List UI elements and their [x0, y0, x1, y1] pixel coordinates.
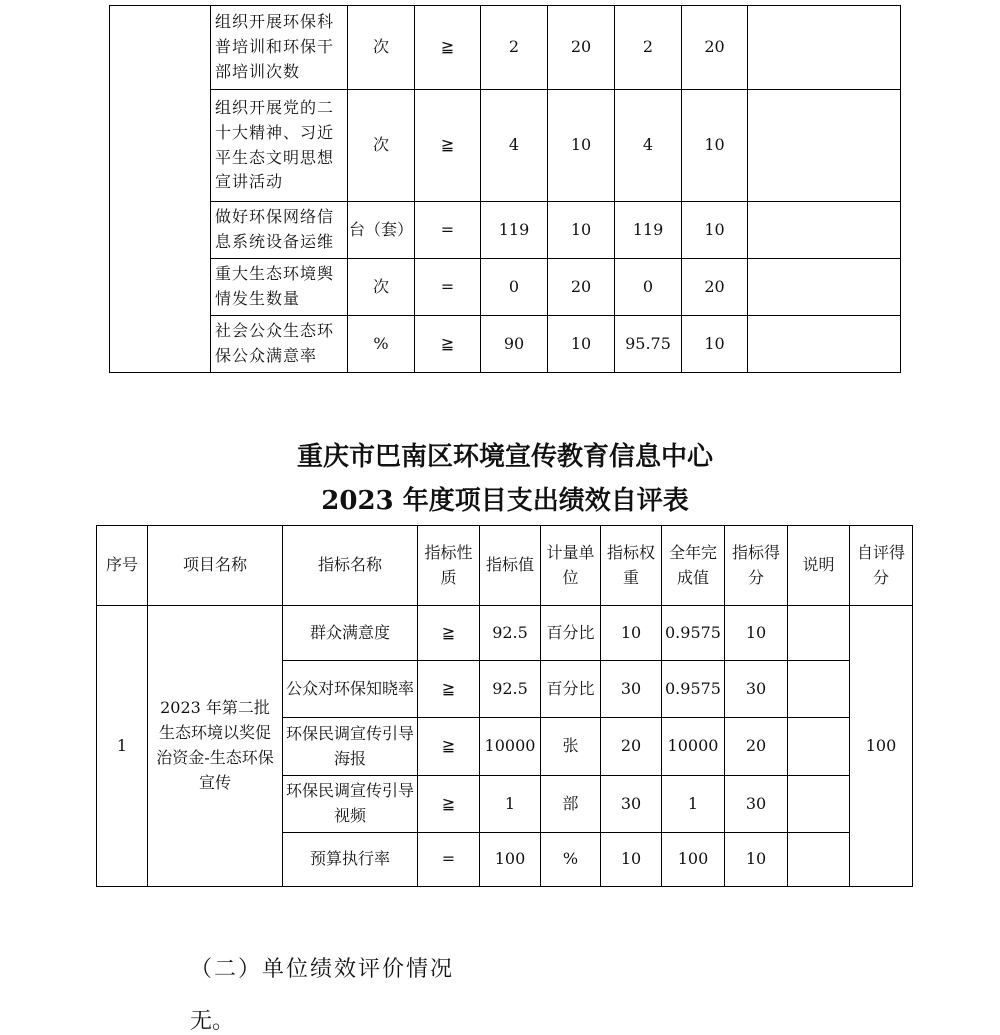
actual-cell: 4	[615, 90, 682, 202]
value-cell: 92.5	[480, 606, 541, 661]
nature-cell: =	[418, 833, 480, 887]
target-cell: 119	[481, 202, 548, 259]
weight-cell: 10	[601, 833, 662, 887]
header-unit: 计量单位	[541, 526, 601, 606]
note-cell	[788, 718, 850, 776]
document-title: 重庆市巴南区环境宣传教育信息中心	[296, 442, 713, 472]
header-row	[97, 526, 913, 606]
target-cell: 90	[481, 316, 548, 373]
unit-cell: 张	[541, 718, 601, 776]
table-row	[110, 6, 901, 90]
nature-cell: ≧	[418, 606, 480, 661]
project-name-cell: 2023 年第二批生态环境以奖促治资金-生态环保宣传	[148, 606, 283, 887]
actual-cell: 119	[615, 202, 682, 259]
indicator-name: 环保民调宣传引导视频	[283, 776, 418, 833]
indicator-name: 环保民调宣传引导海报	[283, 718, 418, 776]
score-cell: 20	[725, 718, 788, 776]
section-heading: （二）单位绩效评价情况	[190, 957, 455, 982]
indicator-name: 预算执行率	[283, 833, 418, 887]
actual-cell: 1	[662, 776, 725, 833]
actual-cell: 100	[662, 833, 725, 887]
table-row	[110, 90, 901, 202]
table-row	[110, 202, 901, 259]
header-note: 说明	[788, 526, 850, 606]
note-cell	[748, 6, 901, 90]
unit-cell: 部	[541, 776, 601, 833]
weight-cell: 20	[548, 6, 615, 90]
actual-cell: 10000	[662, 718, 725, 776]
header-score: 指标得分	[725, 526, 788, 606]
nature-cell: ≧	[418, 661, 480, 718]
unit-cell: %	[348, 316, 415, 373]
operator-cell: =	[415, 259, 481, 316]
performance-table	[96, 525, 913, 887]
table-row	[110, 259, 901, 316]
indicator-name: 社会公众生态环保公众满意率	[211, 316, 348, 373]
header-self-score: 自评得分	[850, 526, 913, 606]
score-cell: 10	[725, 833, 788, 887]
target-cell: 2	[481, 6, 548, 90]
unit-cell: 次	[348, 259, 415, 316]
weight-cell: 20	[548, 259, 615, 316]
value-cell: 1	[480, 776, 541, 833]
self-score-cell: 100	[850, 606, 913, 887]
value-cell: 10000	[480, 718, 541, 776]
indicator-name: 组织开展党的二十大精神、习近平生态文明思想宣讲活动	[211, 90, 348, 202]
note-cell	[748, 316, 901, 373]
note-cell	[788, 661, 850, 718]
weight-cell: 20	[601, 718, 662, 776]
header-value: 指标值	[480, 526, 541, 606]
score-cell: 20	[682, 259, 748, 316]
header-actual: 全年完成值	[662, 526, 725, 606]
score-cell: 10	[725, 606, 788, 661]
operator-cell: =	[415, 202, 481, 259]
table-row	[110, 316, 901, 373]
note-cell	[788, 833, 850, 887]
table-row	[97, 606, 913, 661]
actual-cell: 2	[615, 6, 682, 90]
operator-cell: ≧	[415, 90, 481, 202]
note-cell	[748, 259, 901, 316]
value-cell: 100	[480, 833, 541, 887]
score-cell: 30	[725, 661, 788, 718]
nature-cell: ≧	[418, 718, 480, 776]
indicator-name: 做好环保网络信息系统设备运维	[211, 202, 348, 259]
actual-cell: 0.9575	[662, 661, 725, 718]
indicator-name: 重大生态环境舆情发生数量	[211, 259, 348, 316]
empty-cell	[110, 6, 211, 373]
header-indicator: 指标名称	[283, 526, 418, 606]
header-nature: 指标性质	[418, 526, 480, 606]
actual-cell: 0	[615, 259, 682, 316]
header-project: 项目名称	[148, 526, 283, 606]
unit-cell: 百分比	[541, 661, 601, 718]
unit-cell: 台（套）	[348, 202, 415, 259]
actual-cell: 95.75	[615, 316, 682, 373]
unit-cell: 次	[348, 6, 415, 90]
target-cell: 0	[481, 259, 548, 316]
score-cell: 10	[682, 90, 748, 202]
indicator-name: 公众对环保知晓率	[283, 661, 418, 718]
score-cell: 10	[682, 202, 748, 259]
seq-cell: 1	[97, 606, 148, 887]
header-seq: 序号	[97, 526, 148, 606]
operator-cell: ≧	[415, 6, 481, 90]
score-cell: 30	[725, 776, 788, 833]
weight-cell: 30	[601, 776, 662, 833]
weight-cell: 10	[548, 316, 615, 373]
weight-cell: 10	[601, 606, 662, 661]
score-cell: 20	[682, 6, 748, 90]
unit-cell: %	[541, 833, 601, 887]
note-cell	[748, 202, 901, 259]
indicator-name: 群众满意度	[283, 606, 418, 661]
unit-cell: 百分比	[541, 606, 601, 661]
note-cell	[788, 606, 850, 661]
note-cell	[748, 90, 901, 202]
unit-cell: 次	[348, 90, 415, 202]
note-cell	[788, 776, 850, 833]
score-cell: 10	[682, 316, 748, 373]
weight-cell: 10	[548, 90, 615, 202]
weight-cell: 10	[548, 202, 615, 259]
document-subtitle: 2023 年度项目支出绩效自评表	[321, 486, 689, 516]
indicator-name: 组织开展环保科普培训和环保干部培训次数	[211, 6, 348, 90]
operator-cell: ≧	[415, 316, 481, 373]
actual-cell: 0.9575	[662, 606, 725, 661]
header-weight: 指标权重	[601, 526, 662, 606]
nature-cell: ≧	[418, 776, 480, 833]
top-indicator-table	[109, 5, 901, 373]
section-body: 无。	[190, 1009, 235, 1034]
weight-cell: 30	[601, 661, 662, 718]
target-cell: 4	[481, 90, 548, 202]
value-cell: 92.5	[480, 661, 541, 718]
